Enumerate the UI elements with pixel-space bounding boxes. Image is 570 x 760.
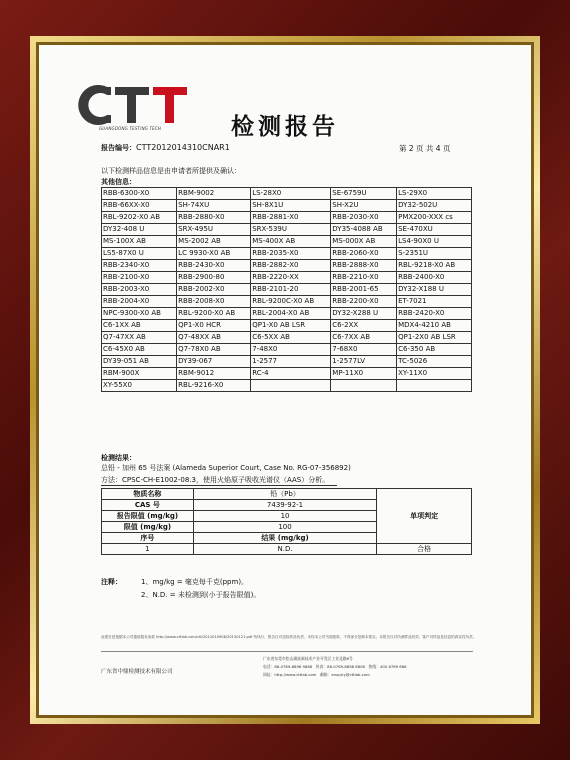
model-cell: RBL-9200-X0 AB [177,308,251,320]
model-cell: Q7-78X0 AB [177,344,251,356]
models-heading: 其他信息： [101,178,136,186]
model-cell: RBB-2900-80 [177,272,251,284]
judgement-header: 单项判定 [377,489,472,544]
model-cell: 1-2577LV [331,356,397,368]
email-link[interactable]: 邮箱：enquiry@cttlab.com [320,672,370,677]
page-number: 第 2 页 共 4 页 [399,144,451,153]
model-cell: C6-1XX AB [102,320,177,332]
model-cell: C6-45X0 AB [102,344,177,356]
model-cell: XY-55X0 [102,380,177,392]
table-row [102,188,472,200]
model-cell: RBB-2420-X0 [397,308,472,320]
model-cell: RBB-66XX-X0 [102,200,177,212]
model-cell: RBM-9012 [177,368,251,380]
model-cell: C6-7XX AB [331,332,397,344]
model-cell: RBL-2004-X0 AB [251,308,331,320]
model-cell: ET-7021 [397,296,472,308]
model-cell: NPC-9300-X0 AB [102,308,177,320]
model-cell: RBL-9218-X0 AB [397,260,472,272]
model-cell: MS-100X AB [102,236,177,248]
model-cell: XY-11X0 [397,368,472,380]
model-cell: MS-000X AB [331,236,397,248]
note-item: 2、N.D. = 未检测到(小于报告限值)。 [141,591,261,599]
no-label: 序号 [102,533,194,544]
model-cell: RBB-2060-X0 [331,248,397,260]
table-row [102,284,472,296]
model-cell: DY32-408 U [102,224,177,236]
model-cell: MS-2002 AB [177,236,251,248]
model-cell: RBB-2100-X0 [102,272,177,284]
fax: 传真：86-0769-8898 8808 [315,664,365,669]
report-limit-value: 10 [193,511,376,522]
model-cell: MS-400X AB [251,236,331,248]
model-cell: C6-5XX AB [251,332,331,344]
cas-label: CAS 号 [102,500,194,511]
model-cell: QP1-2X0 AB LSR [397,332,472,344]
model-cell: DY32-X288 U [331,308,397,320]
website-link[interactable]: 网址：http://www.cttlab.com [263,672,317,677]
model-cell: RBB-2400-X0 [397,272,472,284]
model-cell: 1-2577 [251,356,331,368]
model-cell: PMX200-XXX cs [397,212,472,224]
intro-text: 以下检测样品信息是由申请者所提供及确认： [101,167,241,175]
report-page [39,45,531,715]
model-cell: RC-4 [251,368,331,380]
model-cell: Q7-47XX AB [102,332,177,344]
model-cell: RBB-6300-X0 [102,188,177,200]
model-cell: DY39-067 [177,356,251,368]
model-cell: RBB-2200-X0 [331,296,397,308]
model-cell: LS-28X0 [251,188,331,200]
test-item: 总铅 - 加州 65 号法案 (Alameda Superior Court, Case No. RG-07-356892) [101,464,351,472]
substance-value: 铅（Pb） [193,489,376,500]
table-row [102,489,472,500]
model-cell: MDX4-4210 AB [397,320,472,332]
model-cell: RBM-900X [102,368,177,380]
logo-tagline: GUANGDONG TESTING TECH [99,126,162,131]
cas-value: 7439-92-1 [193,500,376,511]
model-cell: SE-6759U [331,188,397,200]
model-cell: RBB-2008-X0 [177,296,251,308]
table-row [102,308,472,320]
model-cell: QP1-X0 HCR [177,320,251,332]
table-row [102,356,472,368]
model-cell: LC 9930-X0 AB [177,248,251,260]
model-cell: RBB-2881-X0 [251,212,331,224]
model-cell [251,380,331,392]
report-number-label: 报告编号： [101,144,136,152]
limit-value: 100 [193,522,376,533]
model-cell: 7-68X0 [331,344,397,356]
model-cell: RBB-2882-X0 [251,260,331,272]
model-cell: RBB-2101-20 [251,284,331,296]
model-cell: DY32-X188 U [397,284,472,296]
model-cell: RBB-2880-X0 [177,212,251,224]
limit-label: 限值 (mg/kg) [102,522,194,533]
model-cell: RBB-2003-X0 [102,284,177,296]
model-cell: RBB-2210-X0 [331,272,397,284]
report-limit-label: 报告限值 (mg/kg) [102,511,194,522]
model-cell: RBB-2002-X0 [177,284,251,296]
table-row [102,296,472,308]
table-row [102,272,472,284]
model-cell: SH-8X1U [251,200,331,212]
model-cell: SRX-539U [251,224,331,236]
result-judgement: 合格 [377,544,472,555]
table-row [102,332,472,344]
company-address: 广东省东莞市松山湖高新技术产业开发区工业北路8号 [263,656,353,661]
model-cell: RBB-2030-X0 [331,212,397,224]
model-cell: SH-74XU [177,200,251,212]
model-cell [331,380,397,392]
page-title: 检测报告 [231,113,339,140]
table-row [102,260,472,272]
model-cell: DY39-051 AB [102,356,177,368]
table-row [102,368,472,380]
table-row [102,320,472,332]
model-cell [397,380,472,392]
report-number [101,143,230,153]
notes-heading: 注释： [101,578,122,586]
test-method: 方法：CPSC-CH-E1002-08.3，使用火焰原子吸收光谱仪（AAS）分析。 [101,475,337,486]
model-cell: RBL-9202-X0 AB [102,212,177,224]
model-cell: C6-2XX [331,320,397,332]
model-cell: RBB-2430-X0 [177,260,251,272]
contact-line-1 [263,663,483,671]
model-cell: RBB-2340-X0 [102,260,177,272]
contact-line-2 [263,671,483,679]
model-cell: LS-29X0 [397,188,472,200]
model-cell: SH-X2U [331,200,397,212]
company-name: 广东省中鼎检测技术有限公司 [101,669,173,675]
model-cell: SE-470XU [397,224,472,236]
model-cell: RBL-9216-X0 [177,380,251,392]
table-row [102,200,472,212]
table-row [102,544,472,555]
table-row [102,380,472,392]
model-cell: TC-5026 [397,356,472,368]
model-cell: SRX-495U [177,224,251,236]
models-table [101,187,472,392]
table-row [102,344,472,356]
model-cell: DY35-4088 AB [331,224,397,236]
model-cell: RBL-9200C-X0 AB [251,296,331,308]
model-cell: RBB-2004-X0 [102,296,177,308]
model-cell: MP-11X0 [331,368,397,380]
hotline: 热线：400 6789 666 [368,664,407,669]
terms-smallprint: 此报告是根据本公司通用服务条款 http://www.cttlab.com/ctt/2012010908/20130121.pdf 所执行，报告仅对送检样品负责，未经本公司书面批准，不得部分复制本报告。本报告仅对所测样品有效，客户对样品及信息的真实性负责。 [101,635,477,639]
result-no: 1 [102,544,194,555]
results-heading: 检测结果： [101,454,136,462]
result-value: N.D. [193,544,376,555]
model-cell: RBB-2220-XX [251,272,331,284]
model-cell: RBB-2001-65 [331,284,397,296]
table-row [102,248,472,260]
note-item: 1、mg/kg = 毫克每千克(ppm)。 [141,578,249,586]
model-cell: LS4-90X0 U [397,236,472,248]
model-cell: Q7-48XX AB [177,332,251,344]
model-cell: RBB-2035-X0 [251,248,331,260]
model-cell: C6-350 AB [397,344,472,356]
results-table [101,488,472,555]
model-cell: RBM-9002 [177,188,251,200]
model-cell: S-2351U [397,248,472,260]
model-cell: RBB-2888-X0 [331,260,397,272]
result-label: 结果 (mg/kg) [193,533,376,544]
table-row [102,224,472,236]
model-cell: DY32-502U [397,200,472,212]
substance-label: 物质名称 [102,489,194,500]
model-cell: LS5-87X0 U [102,248,177,260]
company-contact [263,655,483,679]
footer-divider [101,651,473,652]
model-cell: QP1-X0 AB LSR [251,320,331,332]
table-row [102,236,472,248]
tel: 电话：86-0769-8896 9888 [263,664,313,669]
model-cell: 7-48X0 [251,344,331,356]
report-number-value: CTT2012014310CNAR1 [136,143,230,152]
table-row [102,212,472,224]
